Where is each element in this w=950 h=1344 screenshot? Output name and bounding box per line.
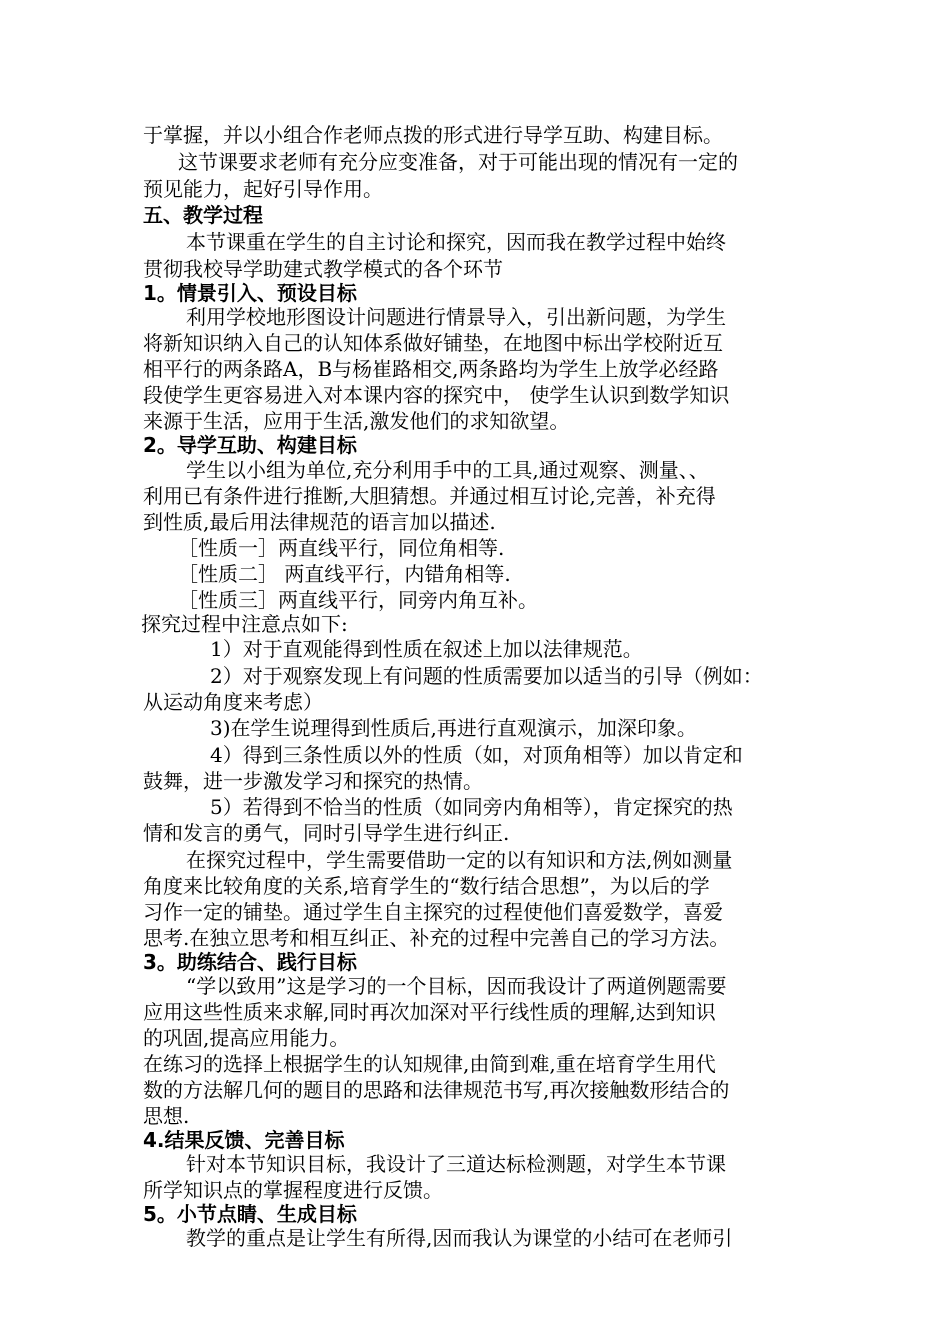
- body-text-line: 将新知识纳入自己的认知体系做好铺垫，在地图中标出学校附近互: [143, 331, 723, 355]
- list-item: 4）得到三条性质以外的性质（如，对顶角相等）加以肯定和: [210, 743, 743, 767]
- body-text-line: 数的方法解几何的题目的思路和法律规范书写,再次接触数形结合的: [143, 1078, 730, 1102]
- body-text-line: 应用这些性质来求解,同时再次加深对平行线性质的理解,达到知识: [143, 1000, 716, 1024]
- property-line: ［性质三］两直线平行，同旁内角互补。: [178, 588, 538, 612]
- body-text-line: 到性质,最后用法律规范的语言加以描述.: [143, 510, 496, 534]
- body-text-line: 在探究过程中，学生需要借助一定的以有知识和方法,例如测量: [186, 848, 733, 872]
- list-item: 5）若得到不恰当的性质（如同旁内角相等），肯定探究的热: [210, 795, 733, 819]
- body-text-line: 本节课重在学生的自主讨论和探究，因而我在教学过程中始终: [186, 230, 726, 254]
- subsection-heading: 1。情景引入、预设目标: [143, 281, 357, 305]
- body-text-line: 鼓舞，进一步激发学习和探究的热情。: [143, 769, 483, 793]
- list-item: 2）对于观察发现上有问题的性质需要加以适当的引导（例如：: [210, 664, 763, 688]
- body-text-line: 思想.: [143, 1104, 190, 1128]
- body-text-line: 预见能力，起好引导作用。: [143, 177, 383, 201]
- body-text-line: 于掌握，并以小组合作老师点拨的形式进行导学互助、构建目标。: [143, 123, 723, 147]
- body-text-line: 教学的重点是让学生有所得,因而我认为课堂的小结可在老师引: [186, 1226, 733, 1250]
- body-text-line: 贯彻我校导学助建式教学模式的各个环节: [143, 257, 503, 281]
- body-text-line: 段使学生更容易进入对本课内容的探究中， 使学生认识到数学知识: [143, 383, 730, 407]
- subsection-heading: 3。助练结合、践行目标: [143, 950, 357, 974]
- body-text-line: 利用学校地形图设计问题进行情景导入，引出新问题，为学生: [186, 305, 726, 329]
- body-text-line: 来源于生活，应用于生活,激发他们的求知欲望。: [143, 409, 570, 433]
- section-heading: 五、教学过程: [143, 203, 263, 227]
- list-item: 1）对于直观能得到性质在叙述上加以法律规范。: [210, 637, 643, 661]
- body-text-line: 这节课要求老师有充分应变准备，对于可能出现的情况有一定的: [178, 150, 738, 174]
- body-text-line: “学以致用”这是学习的一个目标，因而我设计了两道例题需要: [186, 974, 727, 998]
- list-item: 3)在学生说理得到性质后,再进行直观演示，加深印象。: [210, 716, 697, 740]
- body-text-line: 利用已有条件进行推断,大胆猜想。并通过相互讨论,完善，补充得: [143, 484, 716, 508]
- property-line: ［性质一］两直线平行，同位角相等.: [178, 536, 505, 560]
- subsection-heading: 5。小节点睛、生成目标: [143, 1202, 357, 1226]
- body-text-line: 所学知识点的掌握程度进行反馈。: [143, 1178, 443, 1202]
- subsection-heading: 2。导学互助、构建目标: [143, 433, 357, 457]
- body-text-line: 学生以小组为单位,充分利用手中的工具,通过观察、测量、、: [186, 458, 709, 482]
- body-text-line: 探究过程中注意点如下:: [141, 612, 348, 636]
- body-text-line: 从运动角度来考虑）: [143, 690, 323, 714]
- body-text-line: 在练习的选择上根据学生的认知规律,由简到难,重在培育学生用代: [143, 1052, 716, 1076]
- body-text-line: 针对本节知识目标，我设计了三道达标检测题，对学生本节课: [186, 1152, 726, 1176]
- property-line: ［性质二］ 两直线平行，内错角相等.: [178, 562, 511, 586]
- subsection-heading: 4.结果反馈、完善目标: [143, 1128, 345, 1152]
- body-text-line: 习作一定的铺垫。通过学生自主探究的过程使他们喜爱数学，喜爱: [143, 900, 723, 924]
- body-text-line: 角度来比较角度的关系,培育学生的“数行结合思想”，为以后的学: [143, 874, 710, 898]
- body-text-line: 思考.在独立思考和相互纠正、补充的过程中完善自己的学习方法。: [143, 926, 730, 950]
- body-text-line: 情和发言的勇气，同时引导学生进行纠正.: [143, 821, 510, 845]
- body-text-line: 的巩固,提高应用能力。: [143, 1026, 350, 1050]
- body-text-line: 相平行的两条路A，B与杨崔路相交,两条路均为学生上放学必经路: [143, 357, 719, 381]
